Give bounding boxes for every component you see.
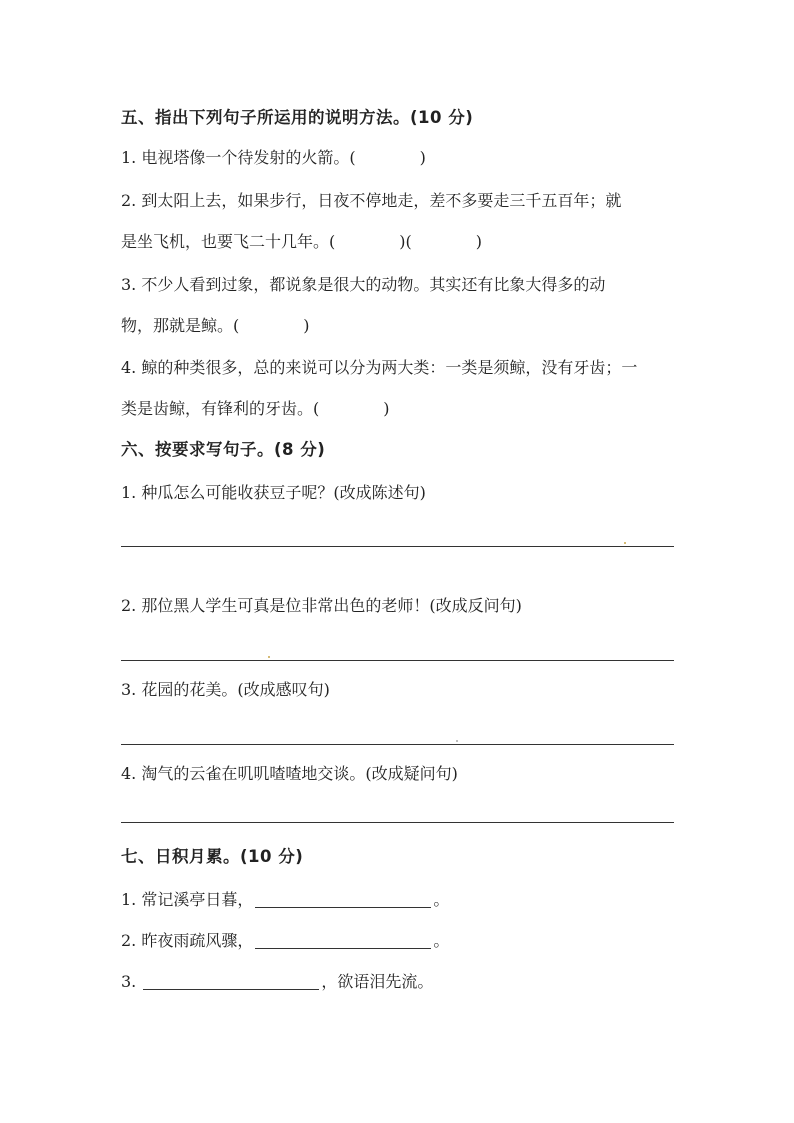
section-6-question-3: 3. 花园的花美。(改成感叹句) (121, 680, 330, 699)
section-5-question-4-line-1: 4. 鲸的种类很多，总的来说可以分为两大类：一类是须鲸，没有牙齿；一 (121, 358, 638, 377)
answer-line-1[interactable] (121, 546, 674, 547)
section-5-question-2-line-1: 2. 到太阳上去，如果步行，日夜不停地走，差不多要走三千五百年；就 (121, 191, 622, 210)
section-5-question-2-line-2: 是坐飞机，也要飞二十几年。( )( ) (121, 232, 482, 251)
section-5-question-1: 1. 电视塔像一个待发射的火箭。( ) (121, 148, 426, 167)
poem-1-prefix: 1. 常记溪亭日暮， (121, 890, 254, 909)
section-5-title: 五、指出下列句子所运用的说明方法。(10 分) (121, 108, 474, 127)
poem-2-prefix: 2. 昨夜雨疏风骤， (121, 931, 254, 950)
section-6-question-2: 2. 那位黑人学生可真是位非常出色的老师！(改成反问句) (121, 596, 522, 615)
section-6-question-1: 1. 种瓜怎么可能收获豆子呢？(改成陈述句) (121, 483, 426, 502)
scan-speck (624, 542, 626, 544)
scan-speck (456, 740, 458, 742)
section-7-question-3 (121, 970, 433, 994)
section-7-question-1 (121, 888, 449, 912)
poem-2-suffix: 。 (433, 931, 450, 950)
poem-1-suffix: 。 (433, 890, 450, 909)
poem-2-blank[interactable] (255, 947, 431, 949)
poem-3-suffix: ，欲语泪先流。 (321, 972, 434, 991)
section-7-question-2 (121, 929, 449, 953)
section-5-question-3-line-2: 物，那就是鲸。( ) (121, 316, 310, 335)
section-6-question-4: 4. 淘气的云雀在叽叽喳喳地交谈。(改成疑问句) (121, 764, 458, 783)
poem-3-prefix: 3. (121, 972, 142, 991)
section-5-question-4-line-2: 类是齿鲸，有锋利的牙齿。( ) (121, 399, 390, 418)
answer-line-2[interactable] (121, 660, 674, 661)
section-5-question-3-line-1: 3. 不少人看到过象，都说象是很大的动物。其实还有比象大得多的动 (121, 275, 606, 294)
answer-line-3[interactable] (121, 744, 674, 745)
section-6-title: 六、按要求写句子。(8 分) (121, 440, 326, 459)
poem-1-blank[interactable] (255, 906, 431, 908)
answer-line-4[interactable] (121, 822, 674, 823)
section-7-title: 七、日积月累。(10 分) (121, 847, 304, 866)
scan-speck (268, 656, 270, 658)
poem-3-blank[interactable] (143, 988, 319, 990)
